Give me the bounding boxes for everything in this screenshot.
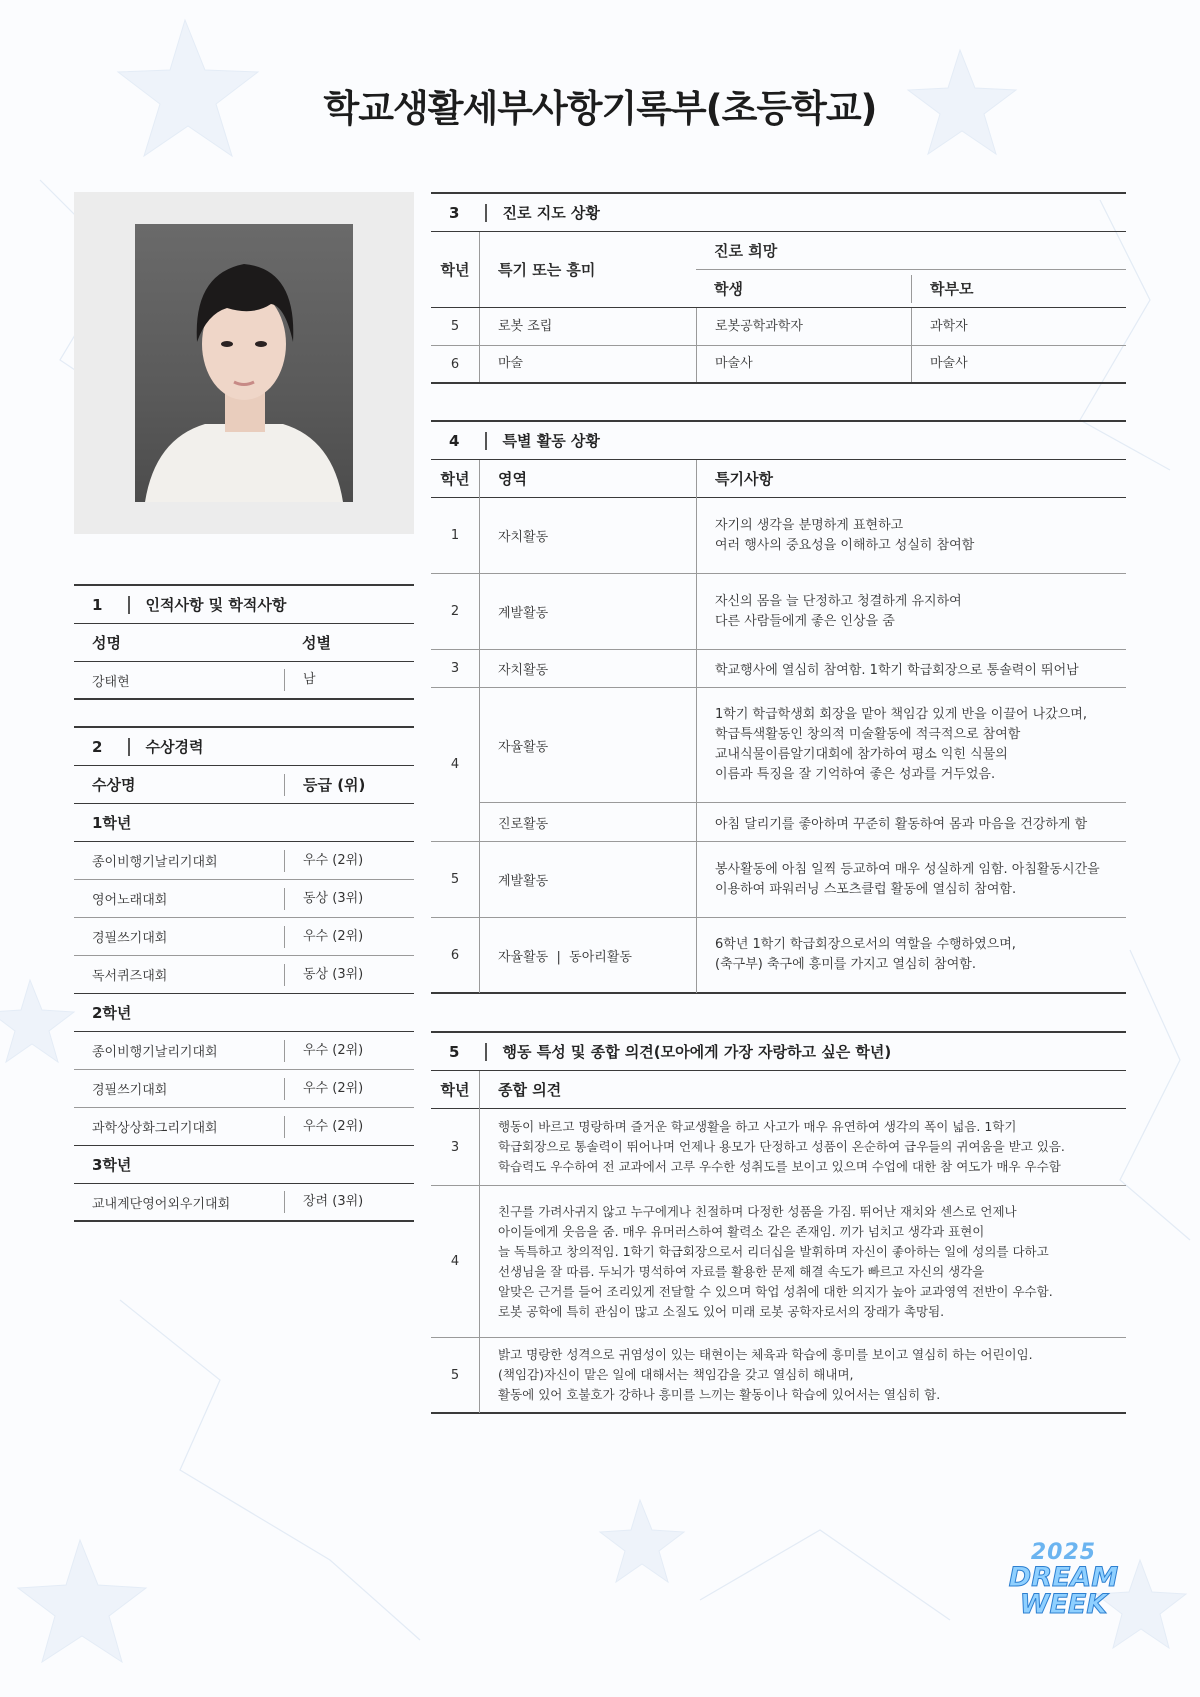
award-name: 경필쓰기대회: [92, 931, 168, 946]
area: 자율활동 | 동아리활동: [479, 917, 696, 993]
area: 자치활동: [479, 650, 696, 688]
note: 자신의 몸을 늘 단정하고 청결하게 유지하여 다른 사람들에게 좋은 인상을 줌: [696, 574, 1126, 650]
logo-year: 2025: [1030, 1540, 1097, 1565]
section-header: [431, 422, 1126, 460]
award-name: 교내계단영어외우기대회: [92, 1196, 231, 1212]
table-row: [431, 650, 1126, 688]
section-header: [74, 728, 414, 766]
student-hope: 마술사: [696, 346, 911, 382]
header-student: 학생: [714, 280, 743, 298]
award-grade: 우수 (2위): [284, 1078, 414, 1100]
opinion: 행동이 바르고 명랑하며 즐거운 학교생활을 하고 사고가 매우 유연하여 생각의 폭이 넓음. 1학기 학급회장으로 통솔력이 뛰어나며 언제나 용모가 단정하고 성품이 온순하여 급우들의 귀여움을 받고 있음. 학습력도 우수하여 전 교과에서 고루 우수한 성취도를 보이고 있으며 수업에 대한 참 여도가 매우 우수함: [479, 1109, 1126, 1186]
area: 자율활동: [479, 688, 696, 802]
section-career: [431, 192, 1126, 384]
year-label: 2학년: [74, 994, 414, 1032]
section-title: 수상경력: [145, 738, 204, 756]
note: 아침 달리기를 좋아하며 꾸준히 활동하여 몸과 마음을 건강하게 함: [696, 803, 1126, 841]
table-row: [431, 574, 1126, 650]
table-header: [431, 1071, 1126, 1109]
table-row: [74, 842, 414, 880]
award-name: 경필쓰기대회: [92, 1083, 168, 1098]
table-row: [74, 880, 414, 918]
area: 진로활동: [479, 803, 696, 841]
header-talent: 특기 또는 흥미: [479, 232, 696, 307]
header-opinion: 종합 의견: [479, 1071, 1126, 1109]
award-name: 영어노래대회: [92, 893, 168, 908]
opinion: 밝고 명랑한 성격으로 귀염성이 있는 태현이는 체육과 학습에 흥미를 보이고 열심히 하는 어린이임. (책임감)자신이 맡은 일에 대해서는 책임감을 갖고 열심히 해내며, 활동에 있어 호불호가 강하나 흥미를 느끼는 활동이나 학습에 있어서는 열심히 함.: [479, 1337, 1126, 1413]
header-area: 영역: [479, 460, 696, 498]
table-row: [74, 918, 414, 956]
grade: 6: [450, 947, 460, 963]
table-row: [431, 1338, 1126, 1414]
header-name: 성명: [92, 634, 121, 652]
grade: 5: [450, 872, 460, 887]
table-row: [74, 1108, 414, 1146]
header-career-group: [696, 232, 1126, 307]
award-name: 종이비행기날리기대회: [92, 1045, 218, 1060]
area: 계발활동: [479, 842, 696, 918]
student-hope: 로봇공학과학자: [696, 308, 911, 346]
section-number: 5: [449, 1042, 460, 1061]
header-career: 진로 희망: [696, 232, 1126, 270]
table-row-group: [431, 688, 1126, 842]
header-grade: 학년: [440, 1081, 470, 1099]
parent-hope: 마술사: [911, 346, 1126, 382]
parent-hope: 과학자: [911, 308, 1126, 346]
award-name: 독서퀴즈대회: [92, 969, 168, 984]
student-name: 강태현: [92, 674, 130, 690]
star-icon: [0, 980, 74, 1062]
area: 자치활동: [479, 498, 696, 574]
page-title: 학교생활세부사항기록부(초등학교): [323, 87, 877, 130]
award-name: 종이비행기날리기대회: [92, 855, 218, 870]
header-grade: 학년: [440, 261, 470, 279]
talent: 마술: [479, 346, 696, 382]
year-label: 3학년: [74, 1146, 414, 1184]
section-header: [431, 194, 1126, 232]
note: 봉사활동에 아침 일찍 등교하여 매우 성실하게 임함. 아침활동시간을 이용하여 파워러닝 스포츠클럽 활동에 열심히 참여함.: [696, 842, 1126, 918]
section-title: 특별 활동 상황: [502, 432, 600, 450]
section-title: 행동 특성 및 종합 의견(모아에게 가장 자랑하고 싶은 학년): [502, 1043, 892, 1061]
talent: 로봇 조립: [479, 308, 696, 346]
header-grade: 학년: [440, 470, 470, 488]
award-grade: 우수 (2위): [284, 1040, 414, 1062]
table-row: [74, 1032, 414, 1070]
grade: 3: [450, 1139, 460, 1155]
table-row: [431, 1186, 1126, 1338]
table-row: [431, 346, 1126, 384]
table-row: [431, 918, 1126, 994]
table-row: [431, 498, 1126, 574]
section-behavior-opinion: [431, 1031, 1126, 1414]
section-number: 2: [92, 737, 103, 756]
grade: 6: [450, 356, 460, 372]
grade: 1: [450, 528, 460, 543]
note: 자기의 생각을 분명하게 표현하고 여러 행사의 중요성을 이해하고 성실히 참여함: [696, 498, 1126, 574]
table-row: [74, 1070, 414, 1108]
section-header: [74, 586, 414, 624]
header-award: 수상명: [92, 776, 136, 794]
table-row: [74, 1184, 414, 1222]
table-header: [74, 766, 414, 804]
award-grade: 우수 (2위): [284, 926, 414, 948]
divider: [485, 1043, 487, 1061]
header-note: 특기사항: [696, 460, 1126, 498]
table-row: [431, 1109, 1126, 1186]
logo-line1: DREAM: [1008, 1562, 1119, 1593]
header-grade: 등급 (위): [284, 774, 414, 796]
section-title: 인적사항 및 학적사항: [145, 596, 287, 614]
dream-week-logo: [996, 1542, 1131, 1618]
grade: 5: [450, 319, 460, 334]
table-row: [479, 688, 1126, 803]
student-gender: 남: [284, 669, 414, 691]
photo-frame: [74, 192, 414, 534]
year-label: 1학년: [74, 804, 414, 842]
header-parent: 학부모: [911, 275, 1126, 303]
grade: 5: [450, 1367, 460, 1383]
award-name: 과학상상화그리기대회: [92, 1121, 218, 1136]
section-awards: [74, 726, 414, 1222]
grade: 3: [450, 661, 460, 676]
award-grade: 우수 (2위): [284, 850, 414, 872]
note: 6학년 1학기 학급회장으로서의 역할을 수행하였으며, (축구부) 축구에 흥미를 가지고 열심히 참여함.: [696, 917, 1126, 993]
table-row: [74, 662, 414, 700]
note: 1학기 학급학생회 회장을 맡아 책임감 있게 반을 이끌어 나갔으며, 학급특색활동인 창의적 미술활동에 적극적으로 참여함 교내식물이름알기대회에 참가하여 평소 익힌 식물의 이름과 특징을 잘 기억하여 좋은 성과를 거두었음.: [696, 688, 1126, 802]
logo-line2: WEEK: [1019, 1589, 1108, 1620]
divider: [128, 596, 130, 614]
area: 계발활동: [479, 574, 696, 650]
award-grade: 장려 (3위): [284, 1191, 414, 1213]
section-number: 4: [449, 431, 460, 450]
star-icon: [600, 1500, 684, 1582]
header-gender: 성별: [302, 634, 331, 652]
star-icon: [18, 1540, 146, 1662]
table-row: [74, 956, 414, 994]
student-photo: [135, 224, 353, 502]
grade: 2: [450, 604, 460, 619]
section-personal-info: [74, 584, 414, 700]
table-header: [74, 624, 414, 662]
section-number: 1: [92, 595, 103, 614]
table-row: [479, 803, 1126, 841]
section-header: [431, 1033, 1126, 1071]
section-special-activities: [431, 420, 1126, 994]
note: 학교행사에 열심히 참여함. 1학기 학급회장으로 통솔력이 뛰어남: [696, 650, 1126, 688]
section-title: 진로 지도 상황: [502, 204, 600, 222]
table-header: [431, 232, 1126, 308]
grade: 4: [450, 1254, 460, 1269]
opinion: 친구를 가려사귀지 않고 누구에게나 친절하며 다정한 성품을 가짐. 뛰어난 재치와 센스로 언제나 아이들에게 웃음을 줌. 매우 유머러스하여 활력소 같은 존재임. 끼가 넘치고 생각과 표현이 늘 독특하고 창의적임. 1학기 학급회장으로서 리더십을 발휘하며 자신이 좋아하는 일에 성의를 다하고 선생님을 잘 따름. 두뇌가 명석하여 자료를 활용한 문제 해결 속도가 빠르고 자신의 생각을 알맞은 근거를 들어 조리있게 전달할 수 있으며 학업 성취에 대한 의지가 높아 교과영역 전반이 우수함. 로봇 공학에 특히 관심이 많고 소질도 있어 미래 로봇 공학자로서의 장래가 촉망됨.: [479, 1186, 1126, 1338]
divider: [485, 432, 487, 450]
award-grade: 동상 (3위): [284, 888, 414, 910]
section-number: 3: [449, 203, 460, 222]
divider: [128, 738, 130, 756]
award-grade: 동상 (3위): [284, 964, 414, 986]
table-header: [431, 460, 1126, 498]
divider: [485, 204, 487, 222]
table-row: [431, 842, 1126, 918]
grade: 4: [450, 757, 460, 772]
table-row: [431, 308, 1126, 346]
award-grade: 우수 (2위): [284, 1116, 414, 1138]
